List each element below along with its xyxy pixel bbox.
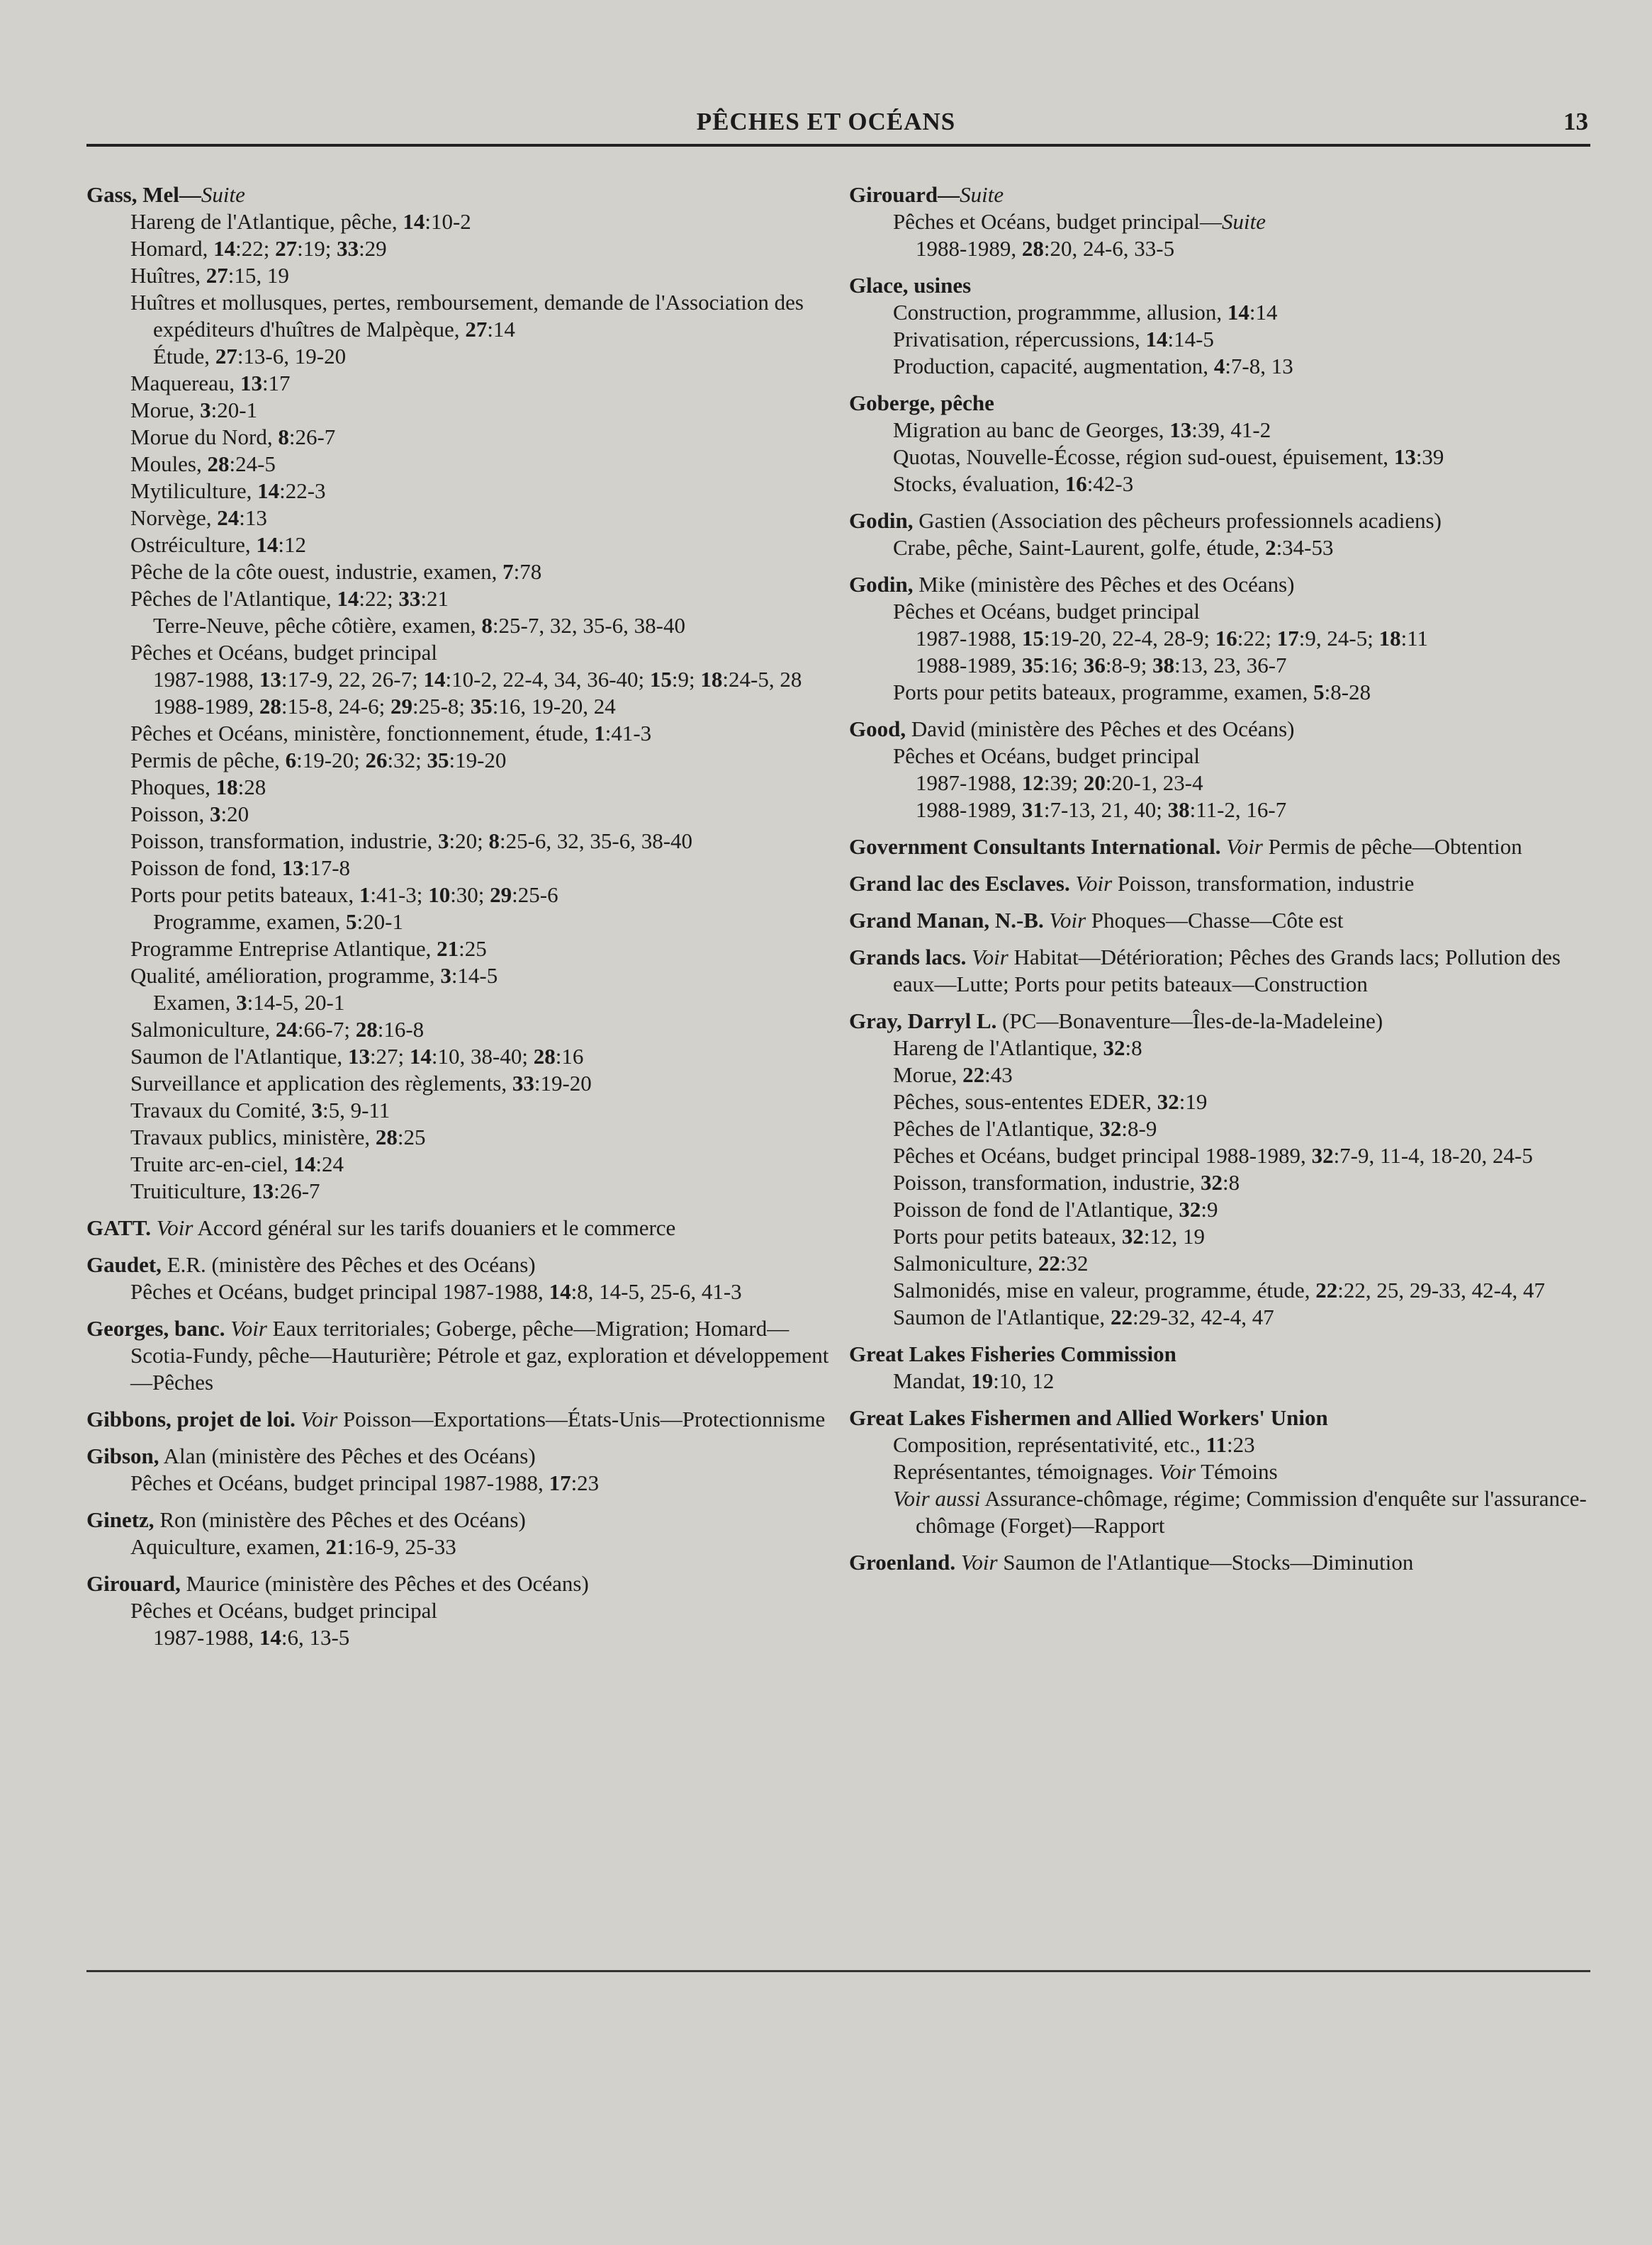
- subentry: Poisson, transformation, industrie, 3:20; 8:25-6, 32, 35-6, 38-40: [130, 828, 693, 853]
- entry-heading: Great Lakes Fishermen and Allied Workers' Union: [849, 1405, 1328, 1430]
- subentry: Phoques, 18:28: [130, 775, 266, 799]
- subentry: Poisson, transformation, industrie, 32:8: [893, 1170, 1240, 1195]
- subentry: Privatisation, répercussions, 14:14-5: [893, 327, 1214, 351]
- entry-heading: Glace, usines: [849, 273, 972, 298]
- subentry: Huîtres, 27:15, 19: [130, 263, 289, 288]
- subentry: Ostréiculture, 14:12: [130, 532, 306, 557]
- index-entry-grands-lacs: [849, 944, 1600, 998]
- index-entry-godin-mike: [849, 571, 1600, 706]
- subentry: Poisson, 3:20: [130, 801, 249, 826]
- subentry: Pêches et Océans, budget principal 1987-1988, 14:8, 14-5, 25-6, 41-3: [130, 1279, 742, 1304]
- subentry: Morue, 22:43: [893, 1062, 1013, 1087]
- index-entry-groenland: [849, 1549, 1600, 1576]
- right-column: [849, 181, 1600, 1586]
- subentry: Moules, 28:24-5: [130, 451, 276, 476]
- subentry: Poisson de fond, 13:17-8: [130, 855, 351, 880]
- footer-rule: [86, 1970, 1590, 1972]
- entry-heading: Gibbons, projet de loi. Voir Poisson—Exportations—États-Unis—Protectionnisme: [86, 1407, 826, 1431]
- subentry: Terre-Neuve, pêche côtière, examen, 8:25-7, 32, 35-6, 38-40: [153, 613, 686, 638]
- subentry: 1988-1989, 28:15-8, 24-6; 29:25-8; 35:16, 19-20, 24: [153, 694, 616, 719]
- subentry: Stocks, évaluation, 16:42-3: [893, 471, 1134, 496]
- index-entry-glace-usines: [849, 272, 1600, 380]
- subentry: Programme Entreprise Atlantique, 21:25: [130, 936, 487, 961]
- subentry: Salmoniculture, 24:66-7; 28:16-8: [130, 1017, 425, 1042]
- index-entry-gibson: [86, 1443, 845, 1497]
- subentry: Étude, 27:13-6, 19-20: [153, 344, 347, 368]
- running-header-title: PÊCHES ET OCÉANS: [696, 108, 956, 135]
- entry-heading: Gibson, Alan (ministère des Pêches et des Océans): [86, 1444, 536, 1468]
- subentry: Morue du Nord, 8:26-7: [130, 424, 336, 449]
- index-entry-goberge-peche: [849, 390, 1600, 497]
- subentry: Hareng de l'Atlantique, pêche, 14:10-2: [130, 209, 471, 234]
- index-entry-godin-gastien: [849, 507, 1600, 561]
- entry-heading: GATT. Voir Accord général sur les tarifs douaniers et le commerce: [86, 1215, 676, 1240]
- subentry: Qualité, amélioration, programme, 3:14-5: [130, 963, 498, 988]
- index-entry-gaudet: [86, 1251, 845, 1305]
- entry-heading: Gray, Darryl L. (PC—Bonaventure—Îles-de-la-Madeleine): [849, 1008, 1383, 1033]
- subentry: Poisson de fond de l'Atlantique, 32:9: [893, 1197, 1218, 1222]
- subentry: Pêches de l'Atlantique, 32:8-9: [893, 1116, 1157, 1141]
- page-number: 13: [1563, 108, 1588, 135]
- subentry: Saumon de l'Atlantique, 13:27; 14:10, 38-40; 28:16: [130, 1044, 584, 1069]
- subentry: Migration au banc de Georges, 13:39, 41-2: [893, 417, 1271, 442]
- entry-heading: Great Lakes Fisheries Commission: [849, 1341, 1176, 1366]
- entry-heading: Grand Manan, N.-B. Voir Phoques—Chasse—Côte est: [849, 908, 1344, 933]
- subentry: Saumon de l'Atlantique, 22:29-32, 42-4, 47: [893, 1305, 1274, 1329]
- subentry: 1987-1988, 13:17-9, 22, 26-7; 14:10-2, 22-4, 34, 36-40; 15:9; 18:24-5, 28: [153, 667, 802, 692]
- index-entry-gatt: [86, 1215, 845, 1242]
- index-entry-girouard: [86, 1570, 845, 1651]
- entry-heading: Gaudet, E.R. (ministère des Pêches et des Océans): [86, 1252, 536, 1277]
- subentry: Construction, programmme, allusion, 14:14: [893, 300, 1278, 325]
- subentry: Mandat, 19:10, 12: [893, 1368, 1055, 1393]
- subentry: Voir aussi Assurance-chômage, régime; Commission d'enquête sur l'assurance-chômage (Forget)—Rapport: [893, 1486, 1587, 1538]
- subentry: Quotas, Nouvelle-Écosse, région sud-ouest, épuisement, 13:39: [893, 444, 1444, 469]
- subentry: Travaux du Comité, 3:5, 9-11: [130, 1098, 390, 1122]
- index-entry-good: [849, 716, 1600, 823]
- subentry: Mytiliculture, 14:22-3: [130, 478, 326, 503]
- index-entry-government-consultants: [849, 833, 1600, 860]
- subentry: Truite arc-en-ciel, 14:24: [130, 1152, 344, 1176]
- entry-heading: Girouard—Suite: [849, 182, 1004, 207]
- subentry: Représentantes, témoignages. Voir Témoins: [893, 1459, 1278, 1484]
- subentry: Salmonidés, mise en valeur, programme, étude, 22:22, 25, 29-33, 42-4, 47: [893, 1278, 1545, 1302]
- entry-heading: Georges, banc. Voir Eaux territoriales; Goberge, pêche—Migration; Homard—Scotia-Fundy, pêche—Hauturière; Pétrole et gaz, exploration et développement—Pêches: [86, 1316, 829, 1395]
- subentry: 1987-1988, 15:19-20, 22-4, 28-9; 16:22; 17:9, 24-5; 18:11: [916, 626, 1429, 651]
- subentry: Pêches et Océans, budget principal: [130, 640, 437, 665]
- index-entry-gray: [849, 1008, 1600, 1331]
- subentry: 1987-1988, 14:6, 13-5: [153, 1625, 350, 1650]
- subentry: Permis de pêche, 6:19-20; 26:32; 35:19-20: [130, 748, 507, 772]
- subentry: Huîtres et mollusques, pertes, remboursement, demande de l'Association des expéditeurs d'huîtres de Malpèque, 27:14: [130, 290, 804, 342]
- subentry: Ports pour petits bateaux, programme, examen, 5:8-28: [893, 680, 1371, 704]
- entry-heading: Girouard, Maurice (ministère des Pêches et des Océans): [86, 1571, 589, 1596]
- subentry: 1988-1989, 31:7-13, 21, 40; 38:11-2, 16-7: [916, 797, 1287, 822]
- index-entry-gibbons: [86, 1406, 845, 1433]
- subentry: Surveillance et application des règlements, 33:19-20: [130, 1071, 592, 1096]
- subentry: 1987-1988, 12:39; 20:20-1, 23-4: [916, 770, 1203, 795]
- subentry: Pêches et Océans, budget principal: [893, 599, 1200, 624]
- entry-heading: Grand lac des Esclaves. Voir Poisson, transformation, industrie: [849, 871, 1415, 896]
- subentry: Pêches de l'Atlantique, 14:22; 33:21: [130, 586, 449, 611]
- subentry: Travaux publics, ministère, 28:25: [130, 1125, 426, 1149]
- entry-heading: Ginetz, Ron (ministère des Pêches et des Océans): [86, 1507, 526, 1532]
- subentry: Norvège, 24:13: [130, 505, 267, 530]
- subentry: Salmoniculture, 22:32: [893, 1251, 1089, 1276]
- index-entry-great-lakes-commission: [849, 1341, 1600, 1395]
- subentry: Pêches et Océans, budget principal: [130, 1598, 437, 1623]
- subentry: Pêches et Océans, budget principal—Suite: [893, 209, 1266, 234]
- subentry: Production, capacité, augmentation, 4:7-8, 13: [893, 354, 1293, 378]
- entry-heading: Groenland. Voir Saumon de l'Atlantique—Stocks—Diminution: [849, 1550, 1414, 1575]
- index-entry-grand-manan: [849, 907, 1600, 934]
- subentry: 1988-1989, 35:16; 36:8-9; 38:13, 23, 36-7: [916, 653, 1287, 677]
- left-column: [86, 181, 845, 1661]
- subentry: Aquiculture, examen, 21:16-9, 25-33: [130, 1534, 456, 1559]
- entry-heading: Government Consultants International. Voir Permis de pêche—Obtention: [849, 834, 1522, 859]
- subentry: Homard, 14:22; 27:19; 33:29: [130, 236, 387, 261]
- subentry: Morue, 3:20-1: [130, 398, 258, 422]
- subentry: Pêches et Océans, budget principal: [893, 743, 1200, 768]
- subentry: Ports pour petits bateaux, 1:41-3; 10:30; 29:25-6: [130, 882, 558, 907]
- index-entry-ginetz: [86, 1507, 845, 1560]
- subentry: Ports pour petits bateaux, 32:12, 19: [893, 1224, 1205, 1249]
- subentry: Pêches, sous-ententes EDER, 32:19: [893, 1089, 1208, 1114]
- subentry: Programme, examen, 5:20-1: [153, 909, 403, 934]
- subentry: Pêches et Océans, ministère, fonctionnement, étude, 1:41-3: [130, 721, 652, 745]
- subentry: Pêches et Océans, budget principal 1988-1989, 32:7-9, 11-4, 18-20, 24-5: [893, 1143, 1533, 1168]
- index-entry-georges-banc: [86, 1315, 845, 1396]
- entry-heading: Goberge, pêche: [849, 390, 994, 415]
- entry-heading: Grands lacs. Voir Habitat—Détérioration; Pêches des Grands lacs; Pollution des eaux—Lutte; Ports pour petits bateaux—Construction: [849, 945, 1561, 996]
- entry-heading: Good, David (ministère des Pêches et des Océans): [849, 716, 1295, 741]
- subentry: Pêche de la côte ouest, industrie, examen, 7:78: [130, 559, 542, 584]
- index-entry-girouard-suite: [849, 181, 1600, 262]
- subentry: Hareng de l'Atlantique, 32:8: [893, 1035, 1142, 1060]
- index-entry-grand-lac-esclaves: [849, 870, 1600, 897]
- entry-heading: Godin, Gastien (Association des pêcheurs professionnels acadiens): [849, 508, 1442, 533]
- header-rule: [86, 144, 1590, 147]
- subentry: Truiticulture, 13:26-7: [130, 1178, 320, 1203]
- subentry: Composition, représentativité, etc., 11:23: [893, 1432, 1255, 1457]
- entry-heading: Godin, Mike (ministère des Pêches et des Océans): [849, 572, 1295, 597]
- subentry: Maquereau, 13:17: [130, 371, 291, 395]
- subentry: Examen, 3:14-5, 20-1: [153, 990, 345, 1015]
- subentry: Pêches et Océans, budget principal 1987-1988, 17:23: [130, 1470, 600, 1495]
- index-entry-great-lakes-union: [849, 1405, 1600, 1539]
- index-entry-gass: [86, 181, 845, 1205]
- entry-heading: Gass, Mel—Suite: [86, 182, 245, 207]
- subentry: Crabe, pêche, Saint-Laurent, golfe, étude, 2:34-53: [893, 535, 1334, 560]
- subentry: 1988-1989, 28:20, 24-6, 33-5: [916, 236, 1175, 261]
